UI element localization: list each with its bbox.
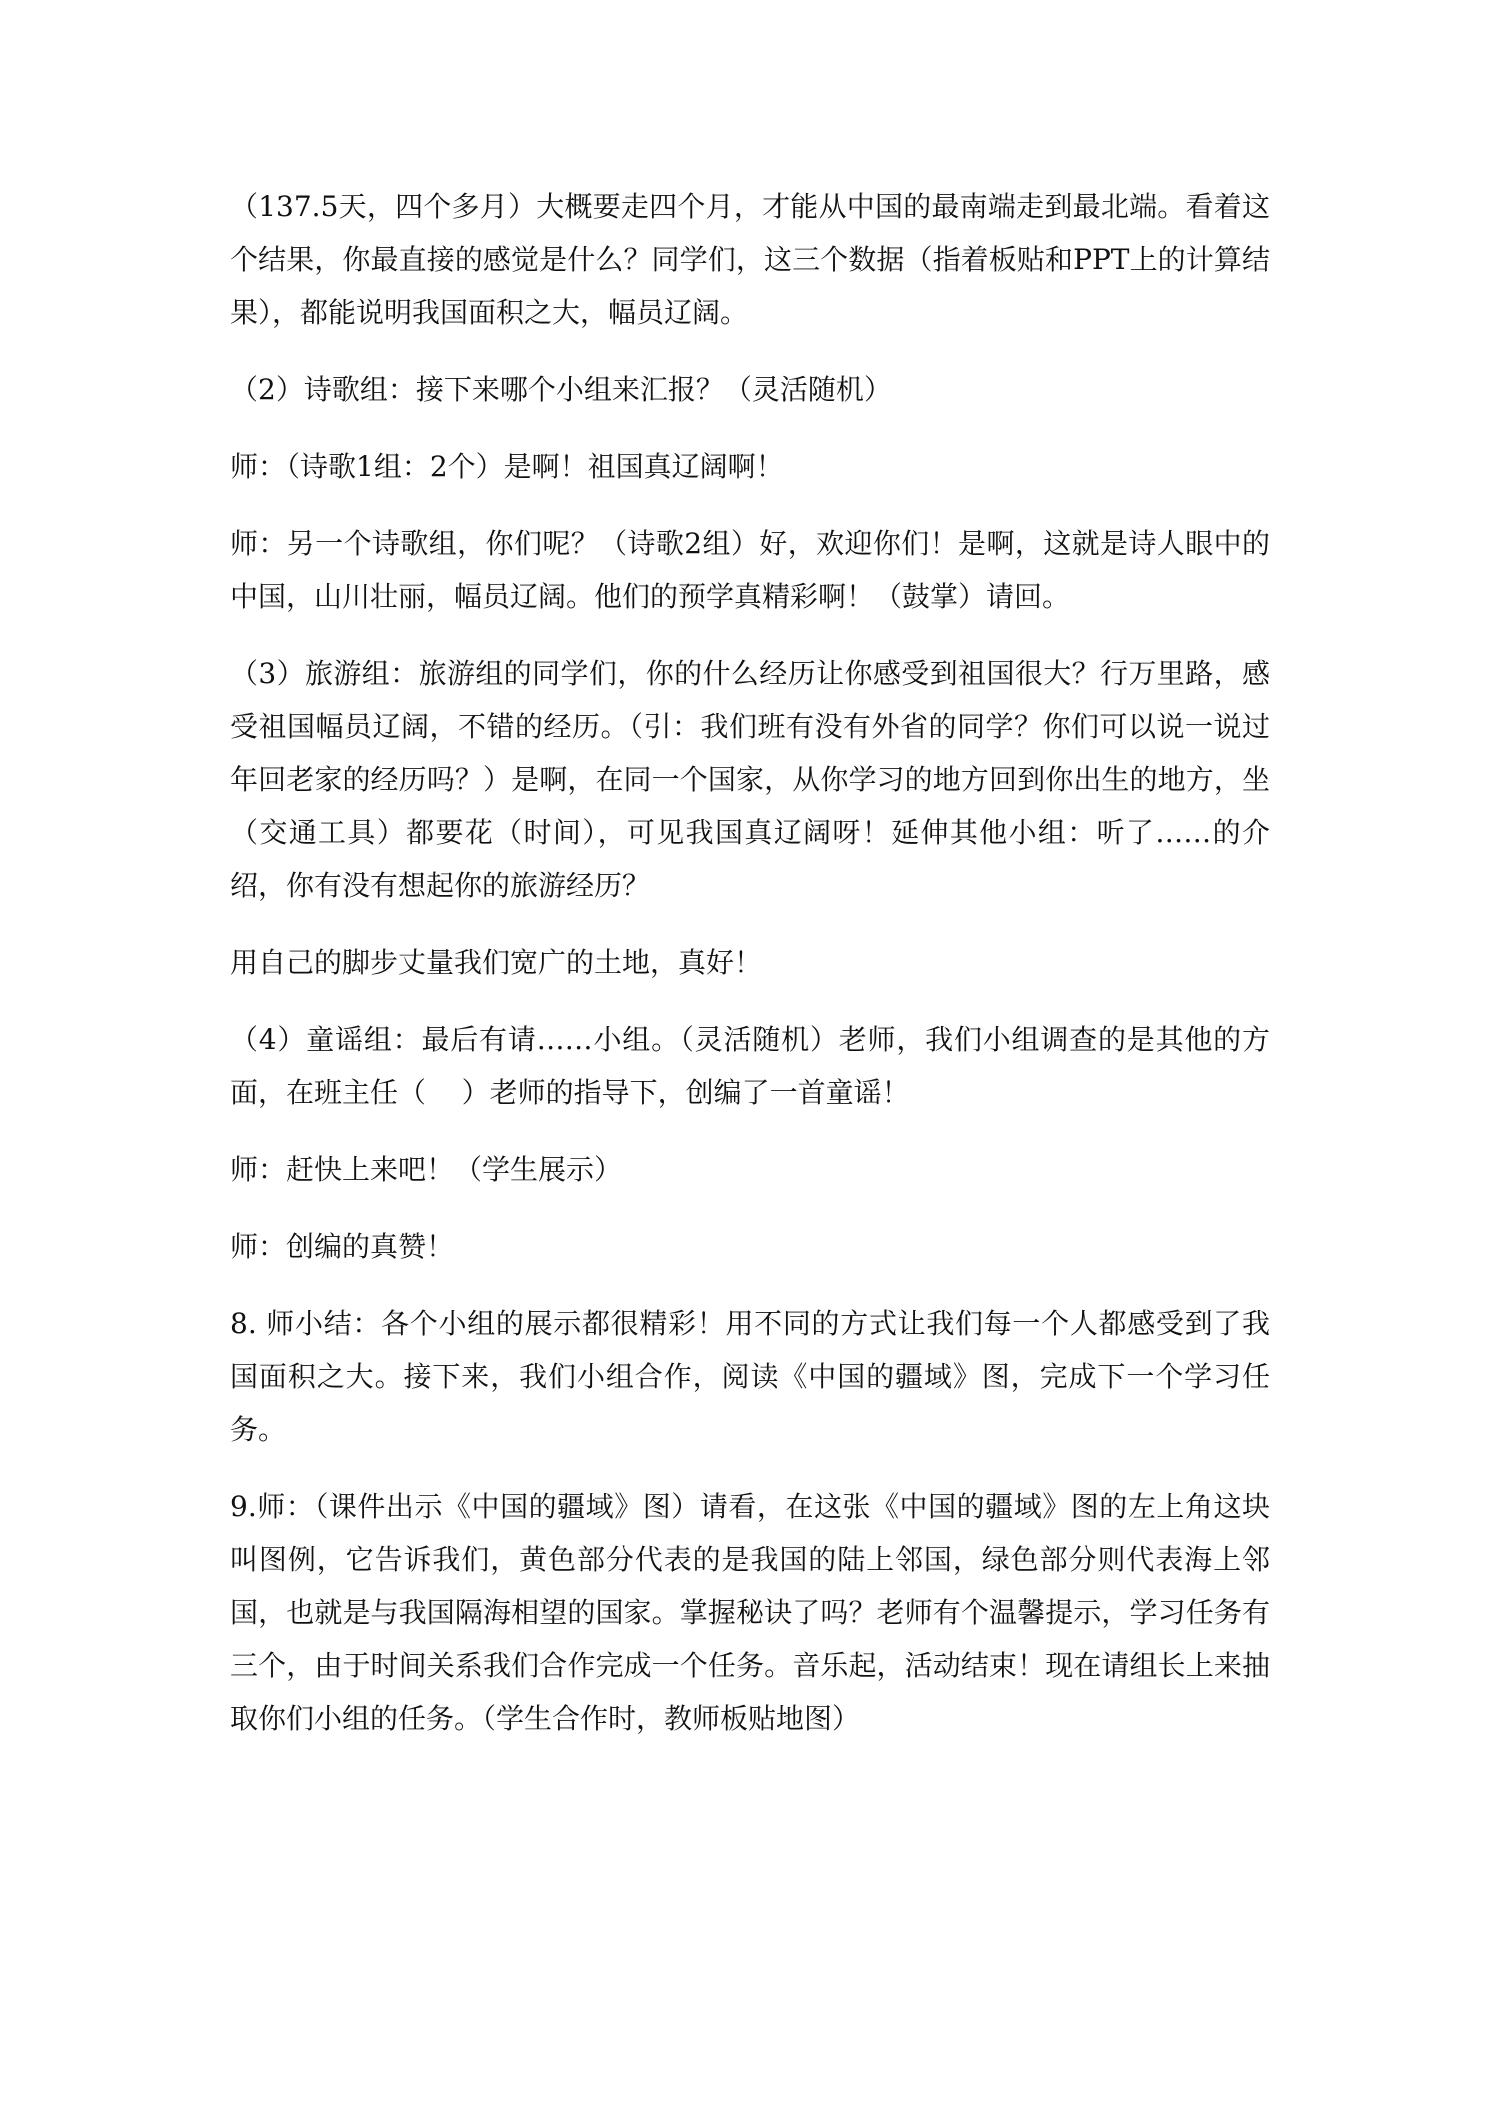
paragraph-poetry-group-1: 师：（诗歌1组：2个）是啊！祖国真辽阔啊！: [230, 450, 784, 483]
paragraph-travel-group: （3）旅游组：旅游组的同学们，你的什么经历让你感受到祖国很大？行万里路，感受祖国幅员辽阔，不错的经历。（引：我们班有没有外省的同学？你们可以说一说过年回老家的经历吗？）是啊，在同一个国家，从你学习的地方回到你出生的地方，坐（交通工具）都要花（时间），可见我国真辽阔呀！延伸其他小组：听了……的介绍，你有没有想起你的旅游经历？: [230, 657, 1270, 902]
paragraph-student-show: 师：赶快上来吧！（学生展示）: [230, 1153, 623, 1186]
paragraph-poetry-group-2: 师：另一个诗歌组，你们呢？（诗歌2组）好，欢迎你们！是啊，这就是诗人眼中的中国，山川壮丽，幅员辽阔。他们的预学真精彩啊！（鼓掌）请回。: [230, 527, 1270, 613]
paragraph-praise: 师：创编的真赞！: [230, 1230, 455, 1263]
paragraph-footsteps: 用自己的脚步丈量我们宽广的土地，真好！: [230, 946, 763, 979]
paragraph-map-task: 9.师：（课件出示《中国的疆域》图）请看，在这张《中国的疆域》图的左上角这块叫图例，它告诉我们，黄色部分代表的是我国的陆上邻国，绿色部分则代表海上邻国，也就是与我国隔海相望的国家。掌握秘诀了吗？老师有个温馨提示，学习任务有三个，由于时间关系我们合作完成一个任务。音乐起，活动结束！现在请组长上来抽取你们小组的任务。（学生合作时，教师板贴地图）: [230, 1490, 1270, 1735]
paragraph-rhyme-group: （4）童谣组：最后有请……小组。（灵活随机）老师，我们小组调查的是其他的方面，在班主任（ ）老师的指导下，创编了一首童谣！: [230, 1023, 1270, 1109]
document-body: [230, 180, 1270, 1769]
paragraph-calculation-result: （137.5天，四个多月）大概要走四个月，才能从中国的最南端走到最北端。看着这个结果，你最直接的感觉是什么？同学们，这三个数据（指着板贴和PPT上的计算结果），都能说明我国面积之大，幅员辽阔。: [230, 190, 1270, 329]
paragraph-poetry-group: （2）诗歌组：接下来哪个小组来汇报？（灵活随机）: [230, 373, 892, 406]
paragraph-summary: 8. 师小结：各个小组的展示都很精彩！用不同的方式让我们每一个人都感受到了我国面积之大。接下来，我们小组合作，阅读《中国的疆域》图，完成下一个学习任务。: [230, 1307, 1270, 1446]
